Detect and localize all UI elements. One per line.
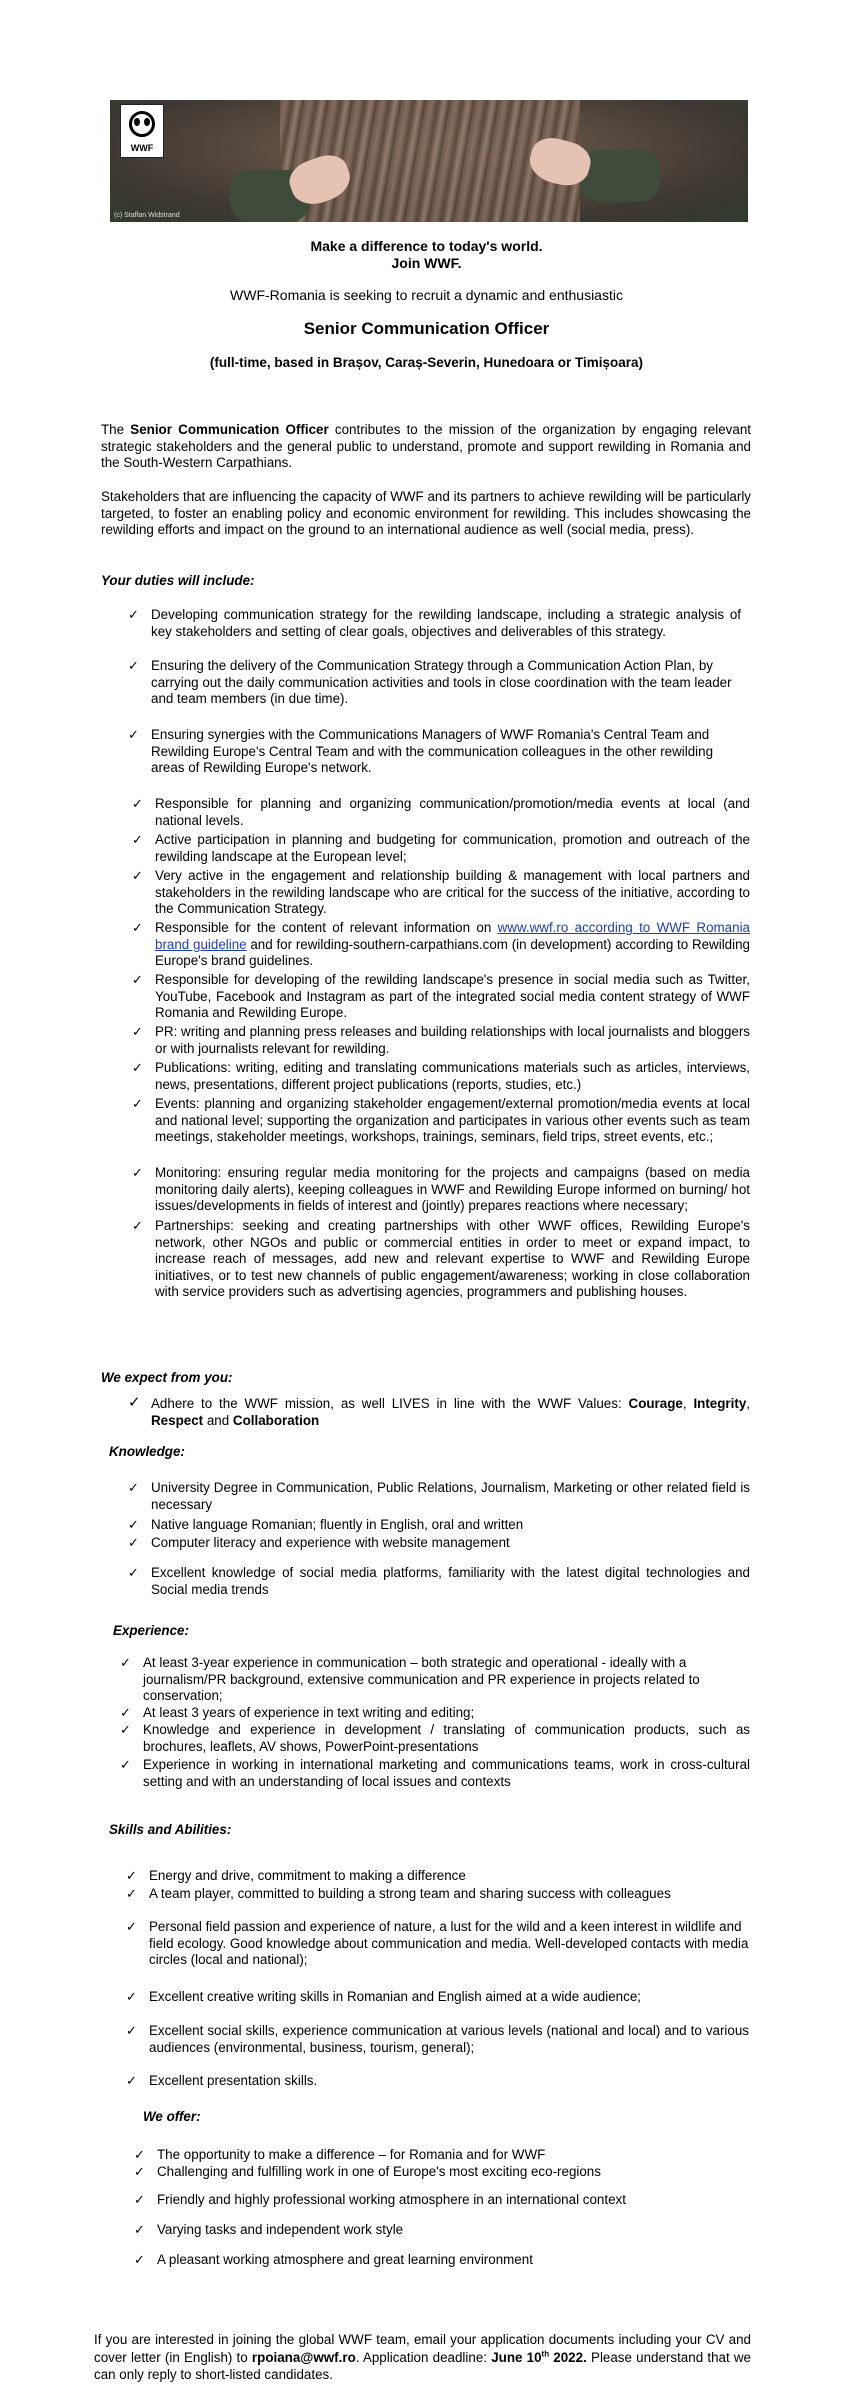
about-paragraph-1: The Senior Communication Officer contributes to the mission of the organization by engaging relevant strategic stakeholders and the general public to understand, promote and support rewilding in Romania and the South-Western Carpathians.: [101, 422, 751, 471]
offer-item: Varying tasks and independent work style: [157, 2222, 404, 2237]
check-icon: ✓: [128, 1394, 141, 1411]
check-icon: ✓: [132, 796, 143, 811]
job-title: Senior Communication Officer: [303, 319, 550, 338]
check-icon: ✓: [128, 1565, 139, 1580]
duty-item: PR: writing and planning press releases and building relationships with local journalists and bloggers or with journalists relevant for rewilding.: [155, 1024, 750, 1056]
skill-item: Personal field passion and experience of nature, a lust for the wild and a keen interest in wildlife and field ecology. Good knowledge about communication and media. Well-developed contacts with media circles (local and national);: [149, 1919, 749, 1968]
experience-item: At least 3 years of experience in text writing and editing;: [143, 1705, 475, 1720]
check-icon: ✓: [132, 1218, 143, 1233]
duty-item: Responsible for the content of relevant information on www.wwf.ro according to WWF Romania brand guideline and for rewilding-southern-carpathians.com (in development) according to Rewilding Europe's brand guidelines.: [155, 920, 750, 969]
check-icon: ✓: [128, 727, 139, 742]
check-icon: ✓: [132, 1060, 143, 1075]
check-icon: ✓: [128, 1517, 139, 1532]
knowledge-item: Excellent knowledge of social media platforms, familiarity with the latest digital technologies and Social media trends: [151, 1565, 750, 1597]
offer-item: A pleasant working atmosphere and great learning environment: [157, 2252, 533, 2267]
check-icon: ✓: [134, 2147, 145, 2162]
check-icon: ✓: [126, 1886, 137, 1901]
offer-item: Friendly and highly professional working atmosphere in an international context: [157, 2192, 626, 2207]
knowledge-item: Native language Romanian; fluently in English, oral and written: [151, 1517, 524, 1532]
experience-item: At least 3-year experience in communication – both strategic and operational - ideally with a journalism/PR background, extensive communication and PR experience in projects related to conservation;: [143, 1655, 700, 1704]
knowledge-item: Computer literacy and experience with website management: [151, 1535, 510, 1550]
check-icon: ✓: [126, 2073, 137, 2088]
check-icon: ✓: [128, 658, 139, 673]
check-icon: ✓: [132, 1165, 143, 1180]
duty-item: Responsible for developing of the rewilding landscape's presence in social media such as Twitter, YouTube, Facebook and Instagram as part of the integrated social media content strategy of WWF Romania and Rewilding Europe.: [155, 972, 750, 1021]
contact-email: rpoiana@wwf.ro: [251, 2349, 356, 2365]
duty-item: Developing communication strategy for the rewilding landscape, including a strategic analysis of key stakeholders and setting of clear goals, objectives and deliverables of this strategy.: [151, 607, 741, 639]
experience-item: Knowledge and experience in development / translating of communication products, such as brochures, leaflets, AV shows, PowerPoint-presentations: [143, 1722, 750, 1754]
offer-heading: We offer:: [143, 2109, 201, 2124]
experience-heading: Experience:: [113, 1623, 189, 1638]
website-link[interactable]: www.wwf.ro according to WWF Romania brand guideline: [155, 920, 750, 952]
check-icon: ✓: [132, 832, 143, 847]
check-icon: ✓: [134, 2222, 145, 2237]
skill-item: Excellent creative writing skills in Romanian and English aimed at a wide audience;: [149, 1989, 641, 2004]
banner-image: [110, 100, 748, 222]
values-item: Adhere to the WWF mission, as well LIVES in line with the WWF Values: Courage, Integrity, Respect and Collaboration: [151, 1396, 750, 1428]
expect-heading: We expect from you:: [101, 1370, 233, 1385]
duty-item: Ensuring synergies with the Communications Managers of WWF Romania's Central Team and Rewilding Europe's Central Team and with the communication colleagues in the other rewilding areas of Rewilding Europe's network.: [151, 727, 714, 776]
check-icon: ✓: [132, 920, 143, 935]
check-icon: ✓: [132, 1024, 143, 1039]
duty-item: Active participation in planning and budgeting for communication, promotion and outreach of the rewilding landscape at the European level;: [155, 832, 750, 864]
check-icon: ✓: [120, 1722, 131, 1737]
duty-item: Ensuring the delivery of the Communication Strategy through a Communication Action Plan, by carrying out the daily communication activities and tools in close coordination with the team leader and team members (in due time).: [151, 658, 732, 707]
check-icon: ✓: [128, 1535, 139, 1550]
wwf-logo: [120, 104, 164, 158]
skill-item: Excellent social skills, experience communication at various levels (national and local) and to various audiences (environmental, business, tourism, general);: [149, 2023, 749, 2055]
check-icon: ✓: [134, 2192, 145, 2207]
check-icon: ✓: [126, 1868, 137, 1883]
closing-paragraph: If you are interested in joining the global WWF team, email your application documents including your CV and cover letter (in English) to rpoiana@wwf.ro. Application deadline: June 10th 2022. Please understand that we can only reply to short-listed candidates.: [94, 2332, 751, 2382]
check-icon: ✓: [134, 2252, 145, 2267]
job-location: (full-time, based in Brașov, Caraș-Severin, Hunedoara or Timișoara): [209, 355, 644, 370]
panda-icon: [129, 111, 155, 137]
check-icon: ✓: [126, 1989, 137, 2004]
check-icon: ✓: [128, 1480, 139, 1495]
check-icon: ✓: [128, 607, 139, 622]
skills-heading: Skills and Abilities:: [109, 1822, 232, 1837]
check-icon: ✓: [134, 2164, 145, 2179]
check-icon: ✓: [126, 1919, 137, 1934]
check-icon: ✓: [126, 2023, 137, 2038]
offer-item: The opportunity to make a difference – for Romania and for WWF: [157, 2147, 546, 2162]
tagline-2: Join WWF.: [391, 255, 462, 271]
tagline-1: Make a difference to today's world.: [310, 238, 543, 254]
check-icon: ✓: [120, 1705, 131, 1720]
check-icon: ✓: [132, 868, 143, 883]
duty-item: Monitoring: ensuring regular media monitoring for the projects and campaigns (based on media monitoring daily alerts), keeping colleagues in WWF and Rewilding Europe informed on burning/ hot issues/developments in fields of interest and (jointly) prepares reactions where necessary;: [155, 1165, 750, 1214]
knowledge-item: University Degree in Communication, Public Relations, Journalism, Marketing or other related field is necessary: [151, 1480, 750, 1512]
skill-item: A team player, committed to building a strong team and sharing success with colleagues: [149, 1886, 671, 1901]
knowledge-heading: Knowledge:: [109, 1444, 185, 1459]
check-icon: ✓: [132, 1096, 143, 1111]
seeking-text: WWF-Romania is seeking to recruit a dynamic and enthusiastic: [230, 287, 623, 303]
duty-item: Partnerships: seeking and creating partnerships with other WWF offices, Rewilding Europe's network, other NGOs and public or commercial entities in order to meet or expand impact, to increase reach of messages, add new and relevant expertise to WWF and Rewilding Europe initiatives, or to test new channels of public engagement/awareness; working in close collaboration with service providers such as advertising agencies, programmers and publishing houses.: [155, 1218, 750, 1300]
photo-credit: (c) Staffan Widstrand: [114, 212, 180, 219]
logo-text: WWF: [130, 143, 154, 153]
offer-item: Challenging and fulfilling work in one of Europe's most exciting eco-regions: [157, 2164, 601, 2179]
check-icon: ✓: [120, 1655, 131, 1670]
duty-item: Publications: writing, editing and translating communications materials such as articles, interviews, news, presentations, different project publications (reports, studies, etc.): [155, 1060, 750, 1092]
duty-item: Responsible for planning and organizing communication/promotion/media events at local (and national levels.: [155, 796, 750, 828]
skill-item: Excellent presentation skills.: [149, 2073, 318, 2088]
duties-heading: Your duties will include:: [101, 573, 255, 588]
skill-item: Energy and drive, commitment to making a difference: [149, 1868, 466, 1883]
about-paragraph-2: Stakeholders that are influencing the capacity of WWF and its partners to achieve rewilding will be particularly targeted, to foster an enabling policy and economic environment for rewilding. This includes showcasing the rewilding efforts and impact on the ground to an international audience as well (social media, press).: [101, 489, 751, 538]
right-sleeve: [580, 150, 660, 202]
deadline: June 10th 2022.: [491, 2349, 587, 2365]
duty-item: Events: planning and organizing stakeholder engagement/external promotion/media events at local and national level; supporting the organization and participates in various other events such as team meetings, stakeholder meetings, workshops, trainings, seminars, field trips, street events, etc.;: [155, 1096, 750, 1145]
experience-item: Experience in working in international marketing and communications teams, work in cross-cultural setting and with an understanding of local issues and contexts: [143, 1757, 750, 1789]
check-icon: ✓: [120, 1757, 131, 1772]
check-icon: ✓: [132, 972, 143, 987]
duty-item: Very active in the engagement and relationship building & management with local partners and stakeholders in the rewilding landscape who are critical for the success of the initiative, according to the Communication Strategy.: [155, 868, 750, 917]
